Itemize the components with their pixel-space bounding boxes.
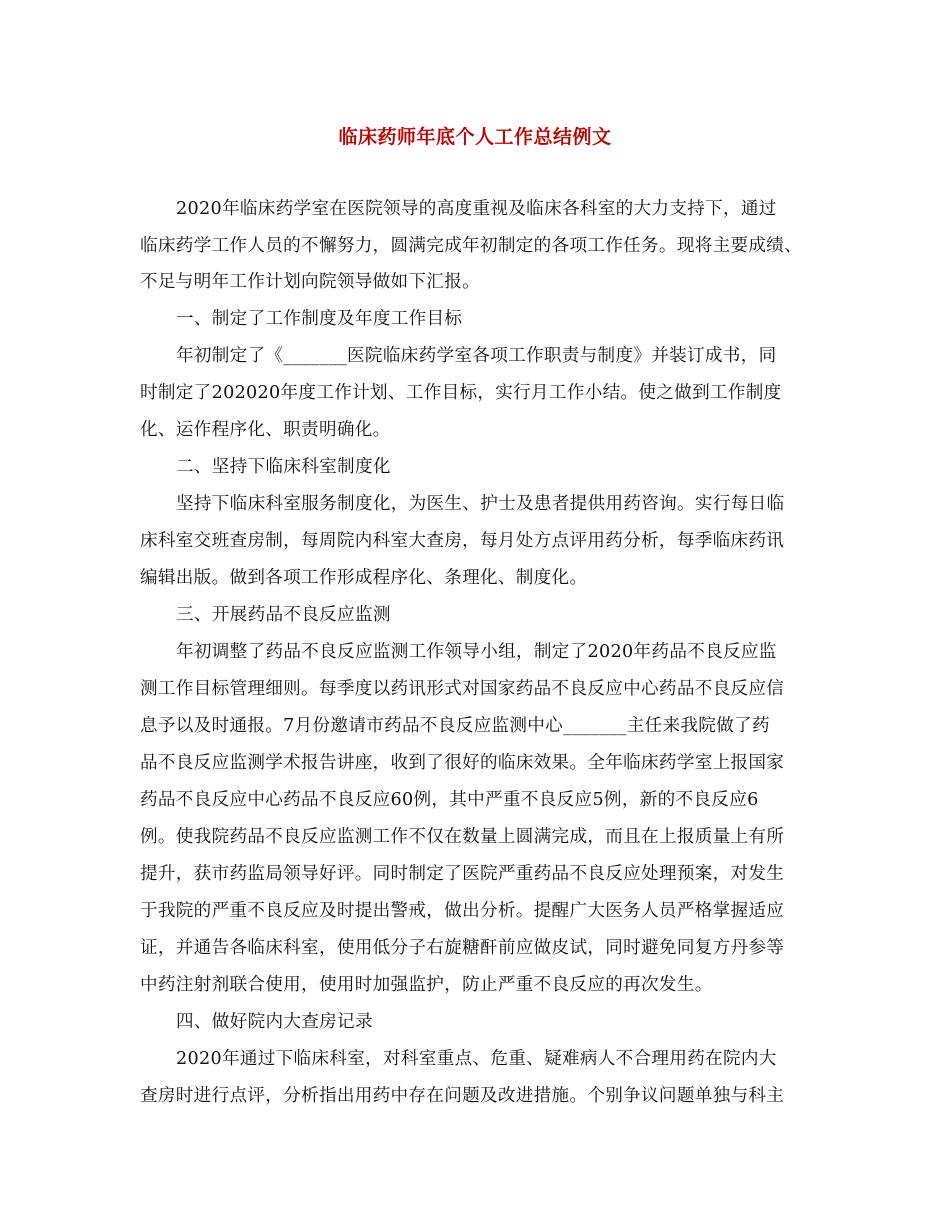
paragraph-line: 床科室交班查房制，每周院内科室大查房，每月处方点评用药分析，每季临床药讯 (140, 531, 785, 551)
paragraph-line: 药品不良反应中心药品不良反应60例，其中严重不良反应5例，新的不良反应6 (140, 790, 759, 810)
paragraph-line: 证，并通告各临床科室，使用低分子右旋糖酐前应做皮试，同时避免同复方丹参等 (140, 938, 785, 958)
paragraph-line: 查房时进行点评，分析指出用药中存在问题及改进措施。个别争议问题单独与科主 (140, 1086, 785, 1106)
paragraph-line: 年初调整了药品不良反应监测工作领导小组，制定了2020年药品不良反应监 (176, 642, 777, 662)
paragraph-line: 2020年临床药学室在医院领导的高度重视及临床各科室的大力支持下，通过 (176, 199, 777, 219)
paragraph-line: 品不良反应监测学术报告讲座，收到了很好的临床效果。全年临床药学室上报国家 (140, 753, 785, 773)
section-heading-3: 三、开展药品不良反应监测 (176, 605, 391, 625)
paragraph-line: 不足与明年工作计划向院领导做如下汇报。 (140, 272, 480, 292)
paragraph-line: 中药注射剂联合使用，使用时加强监护，防止严重不良反应的再次发生。 (140, 975, 713, 995)
document-title: 临床药师年底个人工作总结例文 (338, 126, 612, 148)
section-heading-1: 一、制定了工作制度及年度工作目标 (176, 309, 463, 329)
paragraph-line: 年初制定了《_______医院临床药学室各项工作职责与制度》并装订成书，同 (176, 346, 777, 366)
paragraph-line: 例。使我院药品不良反应监测工作不仅在数量上圆满完成，而且在上报质量上有所 (140, 827, 785, 847)
paragraph-line: 提升，获市药监局领导好评。同时制定了医院严重药品不良反应处理预案，对发生 (140, 864, 785, 884)
paragraph-line: 于我院的严重不良反应及时提出警戒，做出分析。提醒广大医务人员严格掌握适应 (140, 901, 785, 921)
section-heading-2: 二、坚持下临床科室制度化 (176, 457, 391, 477)
paragraph-line: 坚持下临床科室服务制度化，为医生、护士及患者提供用药咨询。实行每日临 (176, 494, 785, 514)
paragraph-line: 2020年通过下临床科室，对科室重点、危重、疑难病人不合理用药在院内大 (176, 1049, 777, 1069)
paragraph-line: 临床药学工作人员的不懈努力，圆满完成年初制定的各项工作任务。现将主要成绩、 (140, 236, 803, 256)
paragraph-line: 息予以及时通报。7月份邀请市药品不良反应监测中心_______主任来我院做了药 (140, 716, 770, 736)
section-heading-4: 四、做好院内大查房记录 (176, 1012, 373, 1032)
paragraph-line: 化、运作程序化、职责明确化。 (140, 420, 391, 440)
paragraph-line: 时制定了202020年度工作计划、工作目标，实行月工作小结。使之做到工作制度 (140, 383, 782, 403)
paragraph-line: 测工作目标管理细则。每季度以药讯形式对国家药品不良反应中心药品不良反应信 (140, 679, 785, 699)
paragraph-line: 编辑出版。做到各项工作形成程序化、条理化、制度化。 (140, 568, 588, 588)
